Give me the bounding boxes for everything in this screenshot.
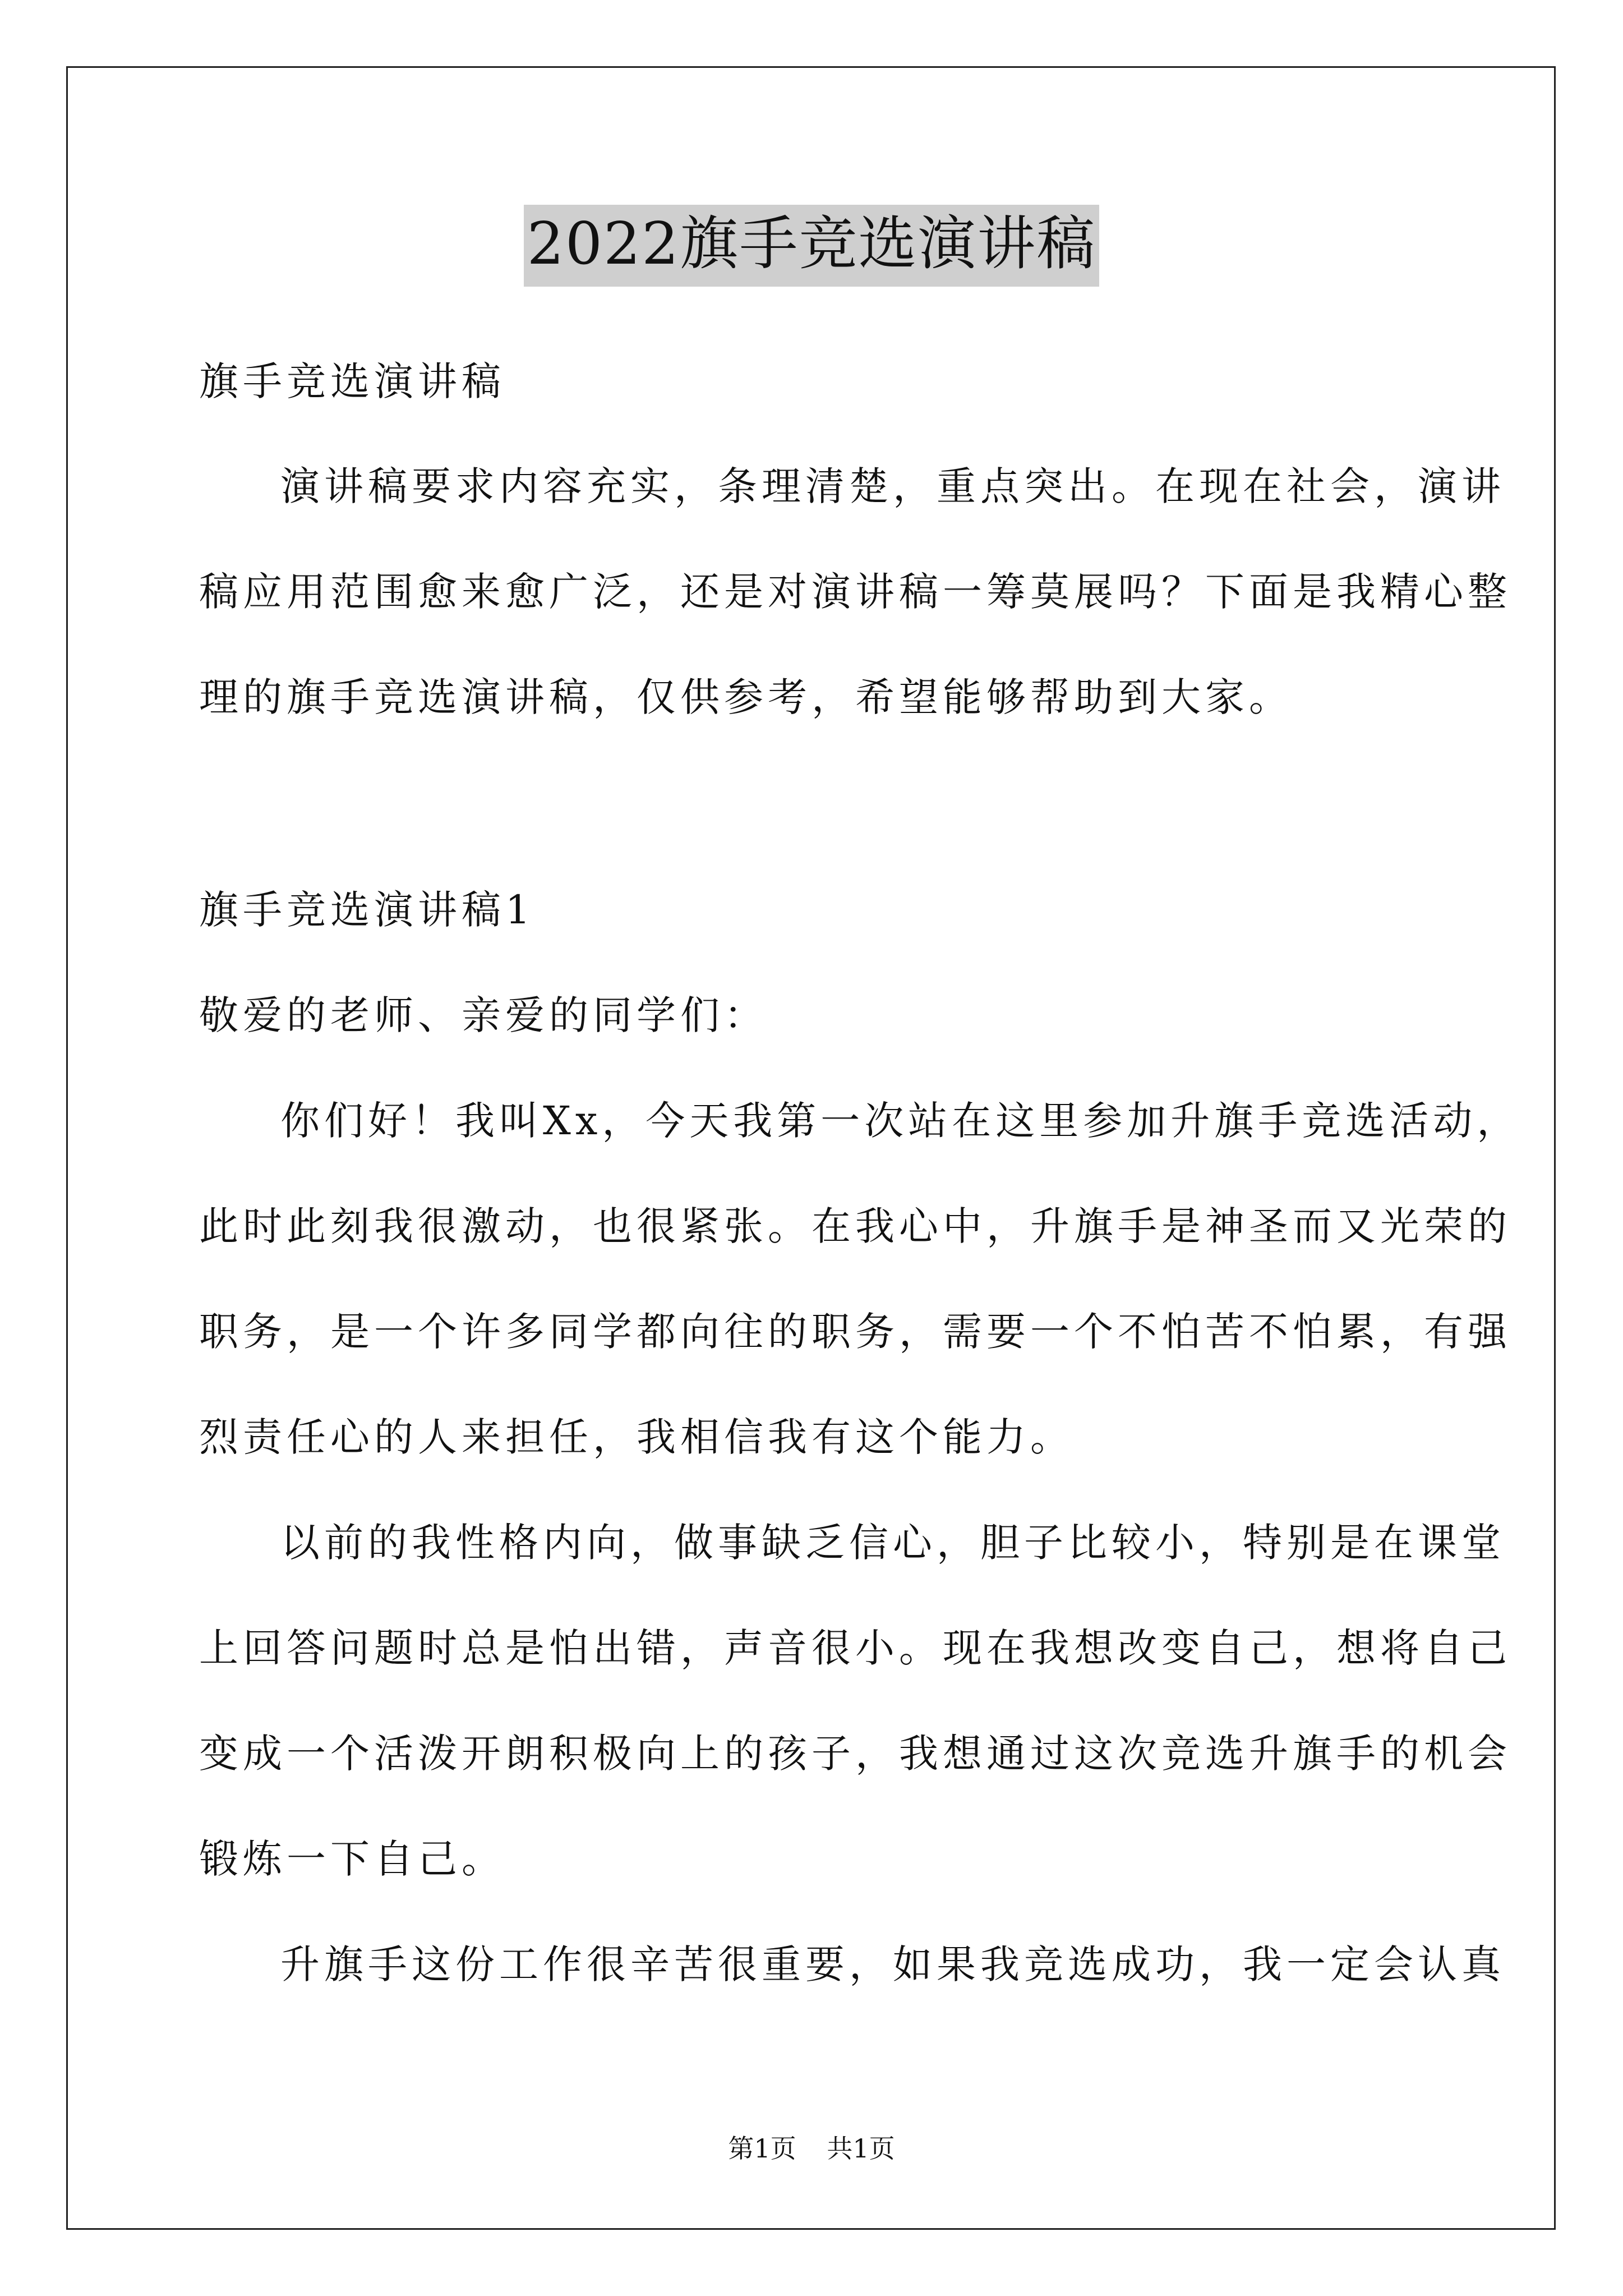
paragraph-line: 理的旗手竞选演讲稿，仅供参考，希望能够帮助到大家。: [199, 674, 1293, 720]
doc-subtitle: 旗手竞选演讲稿: [199, 358, 505, 404]
paragraph-line: 锻炼一下自己。: [199, 1836, 505, 1882]
title-container: [0, 205, 1623, 287]
paragraph-line: 演讲稿要求内容充实，条理清楚，重点突出。在现在社会，演讲: [280, 463, 1505, 509]
page-footer: [0, 2132, 1623, 2165]
paragraph-line: 以前的我性格内向，做事缺乏信心，胆子比较小，特别是在课堂: [280, 1520, 1505, 1566]
page-number-current: 第1页: [728, 2133, 796, 2164]
paragraph-line: 稿应用范围愈来愈广泛，还是对演讲稿一筹莫展吗？下面是我精心整: [199, 569, 1511, 615]
paragraph-line: 升旗手这份工作很辛苦很重要，如果我竞选成功，我一定会认真: [280, 1941, 1505, 1987]
paragraph-line: 烈责任心的人来担任，我相信我有这个能力。: [199, 1414, 1074, 1460]
salutation: 敬爱的老师、亲爱的同学们：: [199, 992, 768, 1038]
paragraph-line: 变成一个活泼开朗积极向上的孩子，我想通过这次竞选升旗手的机会: [199, 1731, 1511, 1777]
paragraph-line: 此时此刻我很激动，也很紧张。在我心中，升旗手是神圣而又光荣的: [199, 1203, 1511, 1249]
document-title: 2022旗手竞选演讲稿: [524, 205, 1100, 287]
paragraph-line: 你们好！我叫Xx，今天我第一次站在这里参加升旗手竞选活动，: [280, 1098, 1521, 1144]
section-heading: 旗手竞选演讲稿1: [199, 887, 535, 933]
paragraph-line: 上回答问题时总是怕出错，声音很小。现在我想改变自己，想将自己: [199, 1625, 1511, 1671]
paragraph-line: 职务，是一个许多同学都向往的职务，需要一个不怕苦不怕累，有强: [199, 1309, 1511, 1355]
page-number-total: 共1页: [827, 2133, 895, 2164]
